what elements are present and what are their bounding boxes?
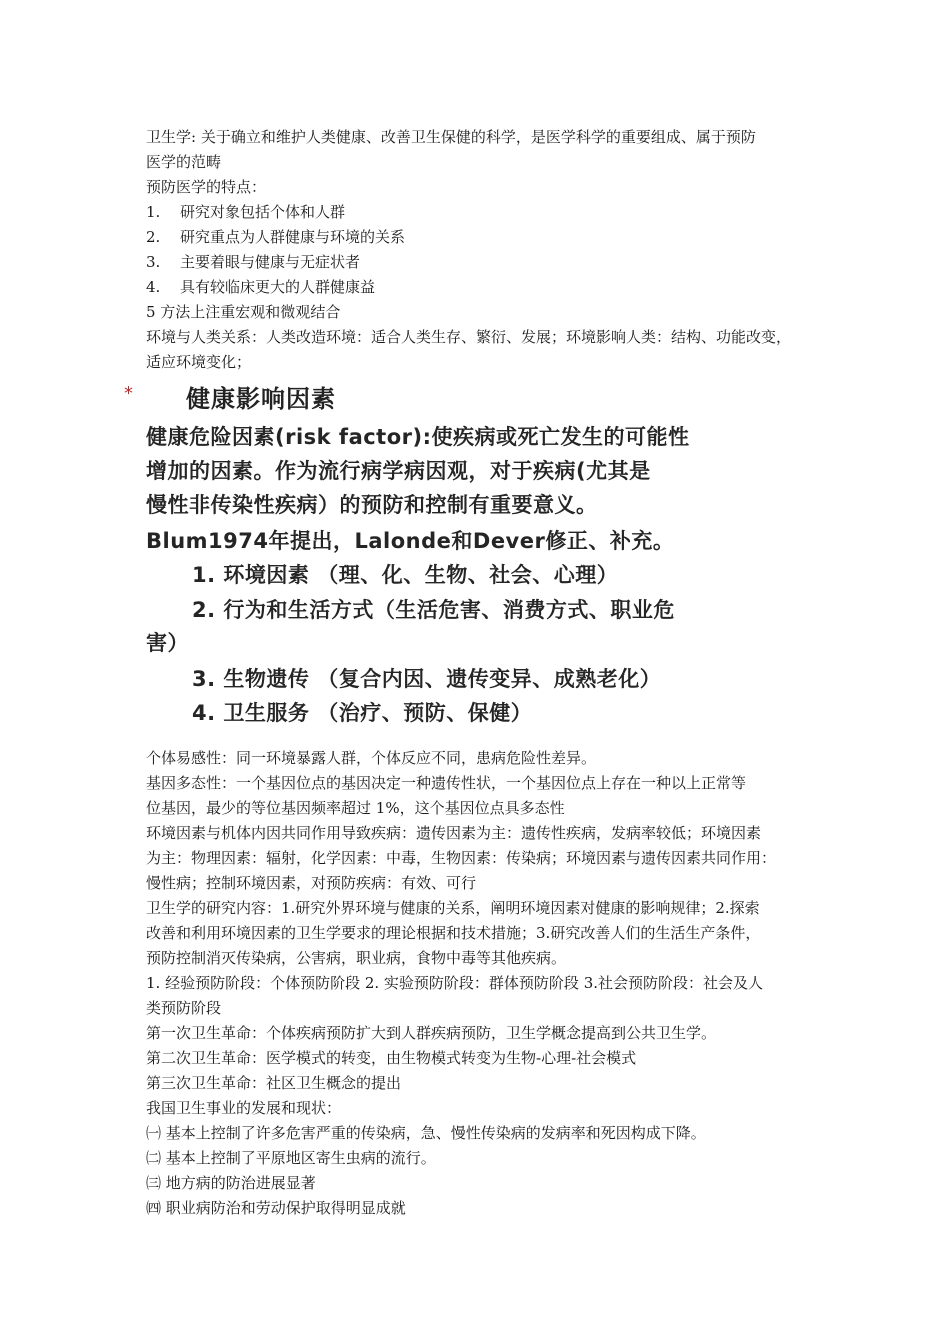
feature-text: 具有较临床更大的人群健康益 (180, 278, 376, 296)
feature-item-5: 5 方法上注重宏观和微观结合 (146, 303, 341, 321)
star-bullet: * (124, 383, 133, 404)
feature-text: 研究对象包括个体和人群 (180, 203, 346, 221)
slide-title: 健康影响因素 (186, 385, 336, 413)
body-line: 为主：物理因素：辐射，化学因素：中毒，生物因素：传染病；环境因素与遗传因素共同作用： (146, 849, 777, 867)
body-line: 类预防阶段 (146, 999, 222, 1017)
body-line: 第三次卫生革命：社区卫生概念的提出 (146, 1074, 402, 1092)
feature-number: 3. (146, 253, 161, 271)
body-line: 预防控制消灭传染病，公害病，职业病，食物中毒等其他疾病。 (146, 949, 567, 967)
body-line: 第一次卫生革命：个体疾病预防扩大到人群疾病预防，卫生学概念提高到公共卫生学。 (146, 1024, 717, 1042)
feature-text: 主要着眼与健康与无症状者 (180, 253, 361, 271)
feature-number: 2. (146, 228, 161, 246)
slide-line: 增加的因素。作为流行病学病因观，对于疾病(尤其是 (146, 459, 651, 483)
features-title: 预防医学的特点： (146, 178, 267, 196)
slide-line: Blum1974年提出，Lalonde和Dever修正、补充。 (146, 529, 675, 553)
body-line: 卫生学的研究内容：1.研究外界环境与健康的关系，阐明环境因素对健康的影响规律；2.探索 (146, 899, 760, 917)
feature-item (146, 200, 814, 225)
feature-text: 研究重点为人群健康与环境的关系 (180, 228, 406, 246)
slide-line: 4. 卫生服务 （治疗、预防、保健） (192, 701, 533, 725)
body-line: 基因多态性：一个基因位点的基因决定一种遗传性状，一个基因位点上存在一种以上正常等 (146, 774, 747, 792)
body-line: 位基因，最少的等位基因频率超过 1%，这个基因位点具多态性 (146, 799, 565, 817)
body-line: 环境因素与机体内因共同作用导致疾病：遗传因素为主：遗传性疾病，发病率较低；环境因素 (146, 824, 762, 842)
intro-line-2: 医学的范畴 (146, 153, 222, 171)
body-line: 1. 经验预防阶段：个体预防阶段 2. 实验预防阶段：群体预防阶段 3.社会预防阶段：社会及人 (146, 974, 764, 992)
body-line: 个体易感性：同一环境暴露人群，个体反应不同，患病危险性差异。 (146, 749, 597, 767)
env-line-2: 适应环境变化； (146, 353, 252, 371)
slide-line: 害） (146, 631, 189, 655)
slide-line: 健康危险因素(risk factor):使疾病或死亡发生的可能性 (146, 425, 690, 449)
body-line: 我国卫生事业的发展和现状： (146, 1099, 342, 1117)
feature-item (146, 225, 814, 250)
slide-line: 3. 生物遗传 （复合内因、遗传变异、成熟老化） (192, 667, 662, 691)
body-line: 第二次卫生革命：医学模式的转变，由生物模式转变为生物-心理-社会模式 (146, 1049, 637, 1067)
body-line: 改善和利用环境因素的卫生学要求的理论根据和技术措施；3.研究改善人们的生活生产条件， (146, 924, 761, 942)
body-line: ㈡ 基本上控制了平原地区寄生虫病的流行。 (146, 1149, 436, 1167)
body-line: ㈢ 地方病的防治进展显著 (146, 1174, 316, 1192)
feature-number: 1. (146, 203, 161, 221)
feature-item (146, 275, 814, 300)
body-line: ㈣ 职业病防治和劳动保护取得明显成就 (146, 1199, 406, 1217)
slide-image (120, 375, 820, 725)
intro-line-1: 卫生学: 关于确立和维护人类健康、改善卫生保健的科学，是医学科学的重要组成、属于预防 (146, 128, 756, 146)
feature-number: 4. (146, 278, 161, 296)
feature-item (146, 250, 814, 275)
body-line: ㈠ 基本上控制了许多危害严重的传染病，急、慢性传染病的发病率和死因构成下降。 (146, 1124, 706, 1142)
slide-line: 慢性非传染性疾病）的预防和控制有重要意义。 (146, 493, 598, 517)
intro-section (146, 125, 814, 375)
slide-line: 2. 行为和生活方式（生活危害、消费方式、职业危 (192, 598, 675, 622)
env-line-1: 环境与人类关系：人类改造环境：适合人类生存、繁衍、发展；环境影响人类：结构、功能改变， (146, 328, 792, 346)
body-section (146, 746, 814, 1221)
slide-line: 1. 环境因素 （理、化、生物、社会、心理） (192, 563, 619, 587)
body-line: 慢性病；控制环境因素，对预防疾病：有效、可行 (146, 874, 477, 892)
